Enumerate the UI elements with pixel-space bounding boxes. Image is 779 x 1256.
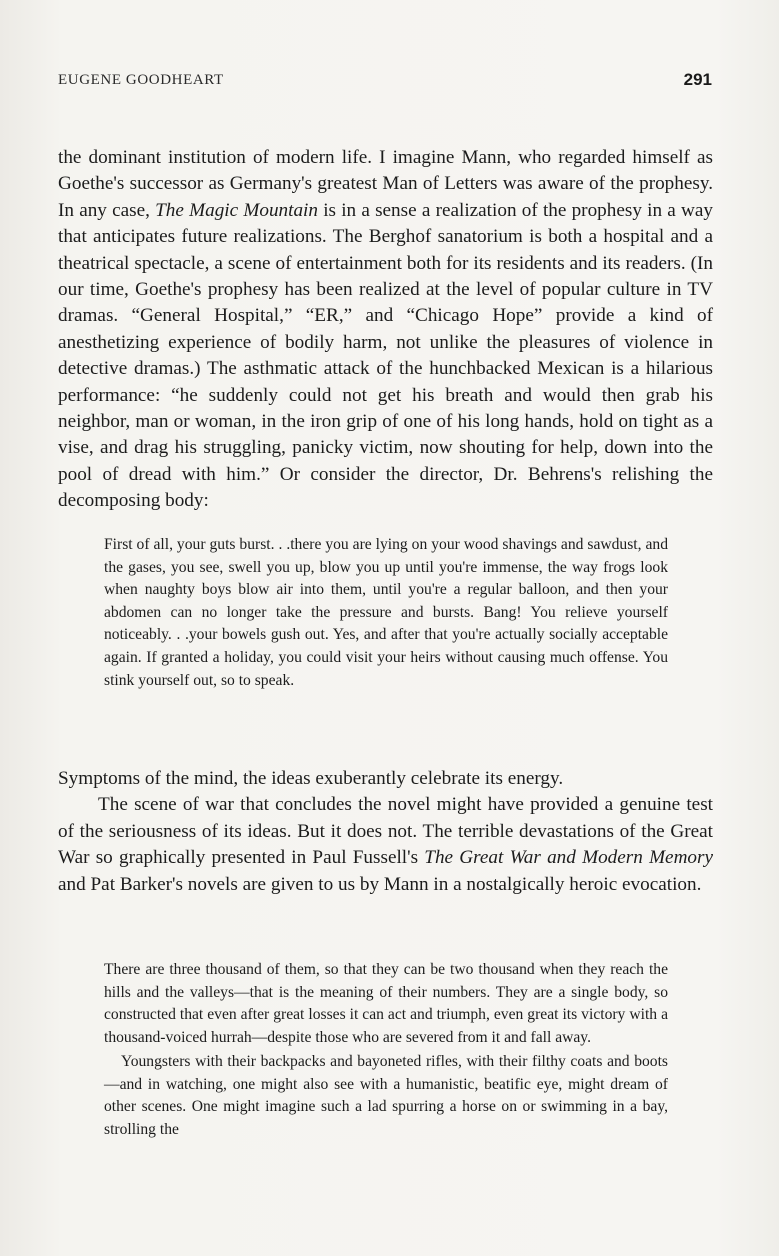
block-quote-2-para-2: Youngsters with their backpacks and bayoneted rifles, with their filthy coats and boots—and in watching, one might also see with a humanistic, beatific eye, might dream of other scenes. One might imagine such a lad spurring a horse on or swimming in a bay, strolling the (104, 1053, 668, 1138)
block-quote-1: First of all, your guts burst. . .there you are lying on your wood shavings and sawdust, and the gases, you see, swell you up, blow you up until you're immense, the way frogs look when naughty boys blow air into them, until you're a regular balloon, and then your abdomen can no longer take the pressure and bursts. Bang! You relieve yourself noticeably. . .your bowels gush out. Yes, and after that you're actually socially acceptable again. If granted a holiday, you could visit your heirs without causing much offense. You stink yourself out, so to speak. (104, 536, 668, 689)
running-head-author: EUGENE GOODHEART (58, 72, 224, 88)
body-paragraph-1 (58, 145, 713, 515)
body-paragraph-2 (58, 766, 713, 898)
paragraph-2-text-a: The scene of war that concludes the novel might have provided a genuine test of the seriousness of its ideas. But it does not. The terrible devastations of the Great War so graphically presented in Paul Fussell's (58, 794, 713, 869)
running-head (58, 72, 712, 94)
paragraph-1-text-b: is in a sense a realization of the prophesy in a way that anticipates future realizations. The Berghof sanatorium is both a hospital and a theatrical spectacle, a scene of entertainment both for its residents and its readers. (In our time, Goethe's prophesy has been realized at the level of popular culture in TV dramas. “General Hospital,” “ER,” and “Chicago Hope” provide a kind of anesthetizing experience of bodily harm, not unlike the pleasures of violence in detective dramas.) The asthmatic attack of the hunchbacked Mexican is a hilarious performance: “he suddenly could not get his breath and would then grab his neighbor, man or woman, in the iron grip of one of his long hands, hold on tight as a vise, and drag his struggling, panicky victim, now shouting for help, down into the pool of dread with him.” Or consider the director, Dr. Behrens's relishing the decomposing body: (58, 199, 713, 512)
book-title-magic-mountain: The Magic Mountain (155, 199, 318, 221)
book-title-great-war: The Great War and Modern Memory (424, 847, 714, 869)
page-number: 291 (683, 70, 712, 89)
paragraph-2-opening-line: Symptoms of the mind, the ideas exuberantly celebrate its energy. (58, 768, 564, 789)
block-quote-2-para-1: There are three thousand of them, so that they can be two thousand when they reach the hills and the valleys—that is the meaning of their numbers. They are a single body, so constructed that even after great losses it can act and triumph, even great its victory with a thousand-voiced hurrah—despite those who are severed from it and fall away. (104, 961, 668, 1046)
paragraph-2-text-b: and Pat Barker's novels are given to us by Mann in a nostalgically heroic evocation. (58, 873, 702, 895)
paragraph-2-main (58, 792, 713, 898)
paragraph-1-text-a: the dominant institution of modern life. I imagine Mann, who regarded himself as Goethe's successor as Germany's greatest Man of Letters was aware of the prophesy. In any case, (58, 147, 713, 221)
